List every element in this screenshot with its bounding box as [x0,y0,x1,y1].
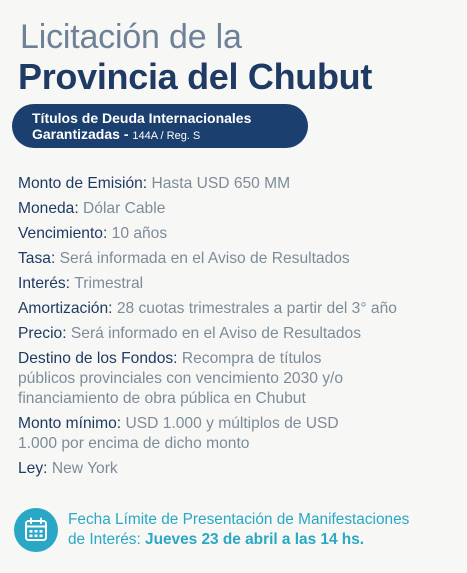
deadline-line-1: Fecha Límite de Presentación de Manifestaciones [68,511,410,528]
term-value: Será informado en el Aviso de Resultados [70,325,361,342]
term-label: Ley: [18,460,48,477]
calendar-icon [14,508,58,552]
instrument-badge [12,104,308,148]
term-moneda [18,199,463,219]
term-label: Tasa: [18,250,56,267]
term-label: Amortización: [18,300,113,317]
term-tasa [18,249,463,269]
badge-line-2-text: Garantizadas - [32,126,129,142]
term-value-cont: públicos provinciales con vencimiento 2030 y/o [18,370,344,387]
title-line-1: Licitación de la [20,18,242,56]
term-interes [18,274,463,294]
term-label: Vencimiento: [18,225,108,242]
term-amortizacion [18,299,463,319]
deadline-line-2 [68,530,409,550]
deadline-prefix: de Interés: [68,531,141,548]
term-label: Interés: [18,275,71,292]
term-label: Monto mínimo: [18,415,122,432]
term-value-cont: financiamiento de obra pública en Chubut [18,390,306,407]
term-value: Hasta USD 650 MM [151,175,291,192]
terms-list [18,174,463,484]
term-label: Moneda: [18,200,79,217]
term-value: 28 cuotas trimestrales a partir del 3° año [116,300,397,317]
title-line-2: Provincia del Chubut [18,56,373,97]
term-label: Monto de Emisión: [18,175,148,192]
term-monto-minimo [18,414,463,454]
term-destino-fondos [18,349,463,409]
term-monto-emision [18,174,463,194]
badge-ref: 144A / Reg. S [132,130,201,142]
badge-line-2 [32,126,290,144]
term-value: Dólar Cable [83,200,166,217]
calendar-icon-circle [14,508,58,552]
deadline-date: Jueves 23 de abril a las 14 hs. [145,531,365,548]
term-vencimiento [18,224,463,244]
term-ley [18,459,463,479]
deadline-text [68,510,409,550]
deadline-notice [14,506,459,554]
badge-line-1: Títulos de Deuda Internacionales [32,110,252,126]
term-value-cont: 1.000 por encima de dicho monto [18,435,250,452]
term-value: 10 años [111,225,168,242]
term-value: Será informada en el Aviso de Resultados [59,250,350,267]
term-label: Destino de los Fondos: [18,350,178,367]
term-precio [18,324,463,344]
term-value: Recompra de títulos [181,350,322,367]
term-value: New York [51,460,118,477]
term-value: USD 1.000 y múltiplos de USD [125,415,339,432]
term-value: Trimestral [74,275,144,292]
term-label: Precio: [18,325,67,342]
